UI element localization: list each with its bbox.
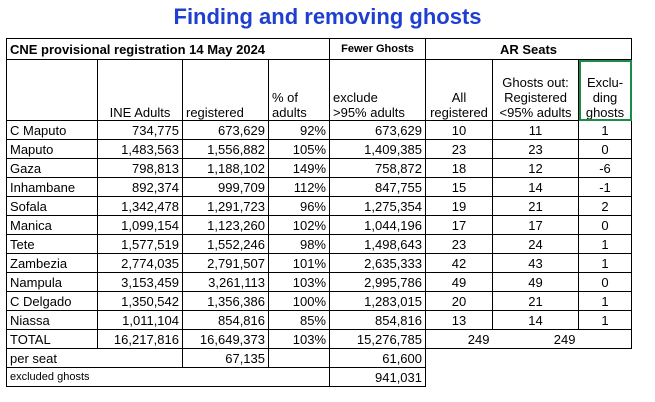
- total-pct: 103%: [269, 330, 330, 349]
- excluding-ghosts-cell: 1: [579, 121, 632, 140]
- registered-cell: 854,816: [183, 311, 269, 330]
- excluding-ghosts-cell: 1: [579, 235, 632, 254]
- ghosts-out-cell: 12: [493, 159, 579, 178]
- all-registered-cell: 19: [426, 197, 493, 216]
- exclude-cell: 673,629: [330, 121, 426, 140]
- ine-cell: 734,775: [98, 121, 183, 140]
- all-registered-cell: 13: [426, 311, 493, 330]
- header-ine-adults: INE Adults: [98, 60, 183, 121]
- all-registered-cell: 42: [426, 254, 493, 273]
- all-registered-cell: 10: [426, 121, 493, 140]
- excluding-ghosts-cell: 1: [579, 254, 632, 273]
- pct-cell: 98%: [269, 235, 330, 254]
- ghosts-table: [6, 38, 632, 387]
- excluding-ghosts-cell: -6: [579, 159, 632, 178]
- exclude-cell: 1,283,015: [330, 292, 426, 311]
- total-ine: 16,217,816: [98, 330, 183, 349]
- excluded-value: 941,031: [330, 368, 426, 387]
- ghosts-out-cell: 17: [493, 216, 579, 235]
- pct-cell: 92%: [269, 121, 330, 140]
- exclude-cell: 2,995,786: [330, 273, 426, 292]
- ine-cell: 892,374: [98, 178, 183, 197]
- all-registered-cell: 49: [426, 273, 493, 292]
- all-registered-cell: 23: [426, 235, 493, 254]
- excluding-ghosts-cell: 1: [579, 292, 632, 311]
- pct-cell: 100%: [269, 292, 330, 311]
- registered-cell: 2,791,507: [183, 254, 269, 273]
- header-row-1: [7, 39, 632, 60]
- exclude-cell: 854,816: [330, 311, 426, 330]
- header-fewer-ghosts: Fewer Ghosts: [330, 39, 426, 60]
- per-seat-label: per seat: [7, 349, 183, 368]
- excluding-ghosts-cell: 1: [579, 311, 632, 330]
- page-title: Finding and removing ghosts: [173, 4, 482, 29]
- pct-cell: 96%: [269, 197, 330, 216]
- registered-cell: 3,261,113: [183, 273, 269, 292]
- table-row: [7, 197, 632, 216]
- province-cell: Maputo: [7, 140, 98, 159]
- registered-cell: 1,356,386: [183, 292, 269, 311]
- table-row: [7, 273, 632, 292]
- province-cell: Tete: [7, 235, 98, 254]
- total-excl: 15,276,785: [330, 330, 426, 349]
- total-label: TOTAL: [7, 330, 98, 349]
- pct-cell: 85%: [269, 311, 330, 330]
- excluding-ghosts-cell: 0: [579, 216, 632, 235]
- table-row: [7, 254, 632, 273]
- ghosts-out-cell: 11: [493, 121, 579, 140]
- ghosts-out-cell: 21: [493, 197, 579, 216]
- per-seat-pct: [269, 349, 330, 368]
- header-row-2: [7, 60, 632, 121]
- province-cell: Inhambane: [7, 178, 98, 197]
- excluded-row: [7, 368, 632, 387]
- excluding-ghosts-cell: 2: [579, 197, 632, 216]
- table-row: [7, 292, 632, 311]
- header-cne: CNE provisional registration 14 May 2024: [7, 39, 330, 60]
- province-cell: Gaza: [7, 159, 98, 178]
- province-cell: Niassa: [7, 311, 98, 330]
- total-ghosts: 249: [493, 330, 579, 349]
- excluding-ghosts-cell: 0: [579, 273, 632, 292]
- ine-cell: 3,153,459: [98, 273, 183, 292]
- total-diff: [579, 330, 632, 349]
- header-excluding-ghosts: Exclu- ding ghosts: [579, 60, 632, 121]
- province-cell: C Maputo: [7, 121, 98, 140]
- ine-cell: 1,577,519: [98, 235, 183, 254]
- registered-cell: 999,709: [183, 178, 269, 197]
- exclude-cell: 1,409,385: [330, 140, 426, 159]
- exclude-cell: 1,044,196: [330, 216, 426, 235]
- exclude-cell: 758,872: [330, 159, 426, 178]
- table-row: [7, 121, 632, 140]
- registered-cell: 1,188,102: [183, 159, 269, 178]
- header-pct-adults: % of adults: [269, 60, 330, 121]
- exclude-cell: 847,755: [330, 178, 426, 197]
- registered-cell: 1,123,260: [183, 216, 269, 235]
- header-registered: registered: [183, 60, 269, 121]
- pct-cell: 101%: [269, 254, 330, 273]
- per-seat-row: [7, 349, 632, 368]
- pct-cell: 112%: [269, 178, 330, 197]
- table-row: [7, 235, 632, 254]
- all-registered-cell: 17: [426, 216, 493, 235]
- header-all-registered: All registered: [426, 60, 493, 121]
- ine-cell: 1,483,563: [98, 140, 183, 159]
- pct-cell: 103%: [269, 273, 330, 292]
- pct-cell: 102%: [269, 216, 330, 235]
- exclude-cell: 2,635,333: [330, 254, 426, 273]
- ghosts-out-cell: 43: [493, 254, 579, 273]
- table-row: [7, 159, 632, 178]
- ghosts-out-cell: 21: [493, 292, 579, 311]
- header-ghosts-out: Ghosts out: Registered <95% adults: [493, 60, 579, 121]
- table-row: [7, 311, 632, 330]
- province-cell: Zambezia: [7, 254, 98, 273]
- province-cell: C Delgado: [7, 292, 98, 311]
- excluding-ghosts-cell: 0: [579, 140, 632, 159]
- all-registered-cell: 23: [426, 140, 493, 159]
- ine-cell: 2,774,035: [98, 254, 183, 273]
- total-row: [7, 330, 632, 349]
- header-province: [7, 60, 98, 121]
- total-all: 249: [426, 330, 493, 349]
- province-cell: Sofala: [7, 197, 98, 216]
- ghosts-out-cell: 23: [493, 140, 579, 159]
- header-exclude: exclude >95% adults: [330, 60, 426, 121]
- per-seat-reg: 67,135: [183, 349, 269, 368]
- registered-cell: 673,629: [183, 121, 269, 140]
- table-row: [7, 178, 632, 197]
- ine-cell: 1,342,478: [98, 197, 183, 216]
- excluding-ghosts-cell: -1: [579, 178, 632, 197]
- province-cell: Manica: [7, 216, 98, 235]
- per-seat-excl: 61,600: [330, 349, 426, 368]
- ghosts-out-cell: 14: [493, 178, 579, 197]
- registered-cell: 1,291,723: [183, 197, 269, 216]
- total-reg: 16,649,373: [183, 330, 269, 349]
- pct-cell: 105%: [269, 140, 330, 159]
- ghosts-out-cell: 24: [493, 235, 579, 254]
- ine-cell: 798,813: [98, 159, 183, 178]
- all-registered-cell: 15: [426, 178, 493, 197]
- ghosts-out-cell: 14: [493, 311, 579, 330]
- ghosts-out-cell: 49: [493, 273, 579, 292]
- ine-cell: 1,011,104: [98, 311, 183, 330]
- excluded-label: excluded ghosts: [7, 368, 330, 387]
- province-cell: Nampula: [7, 273, 98, 292]
- ine-cell: 1,099,154: [98, 216, 183, 235]
- header-ar-seats: AR Seats: [426, 39, 632, 60]
- registered-cell: 1,556,882: [183, 140, 269, 159]
- registered-cell: 1,552,246: [183, 235, 269, 254]
- ine-cell: 1,350,542: [98, 292, 183, 311]
- exclude-cell: 1,275,354: [330, 197, 426, 216]
- table-row: [7, 216, 632, 235]
- exclude-cell: 1,498,643: [330, 235, 426, 254]
- table-row: [7, 140, 632, 159]
- all-registered-cell: 20: [426, 292, 493, 311]
- pct-cell: 149%: [269, 159, 330, 178]
- all-registered-cell: 18: [426, 159, 493, 178]
